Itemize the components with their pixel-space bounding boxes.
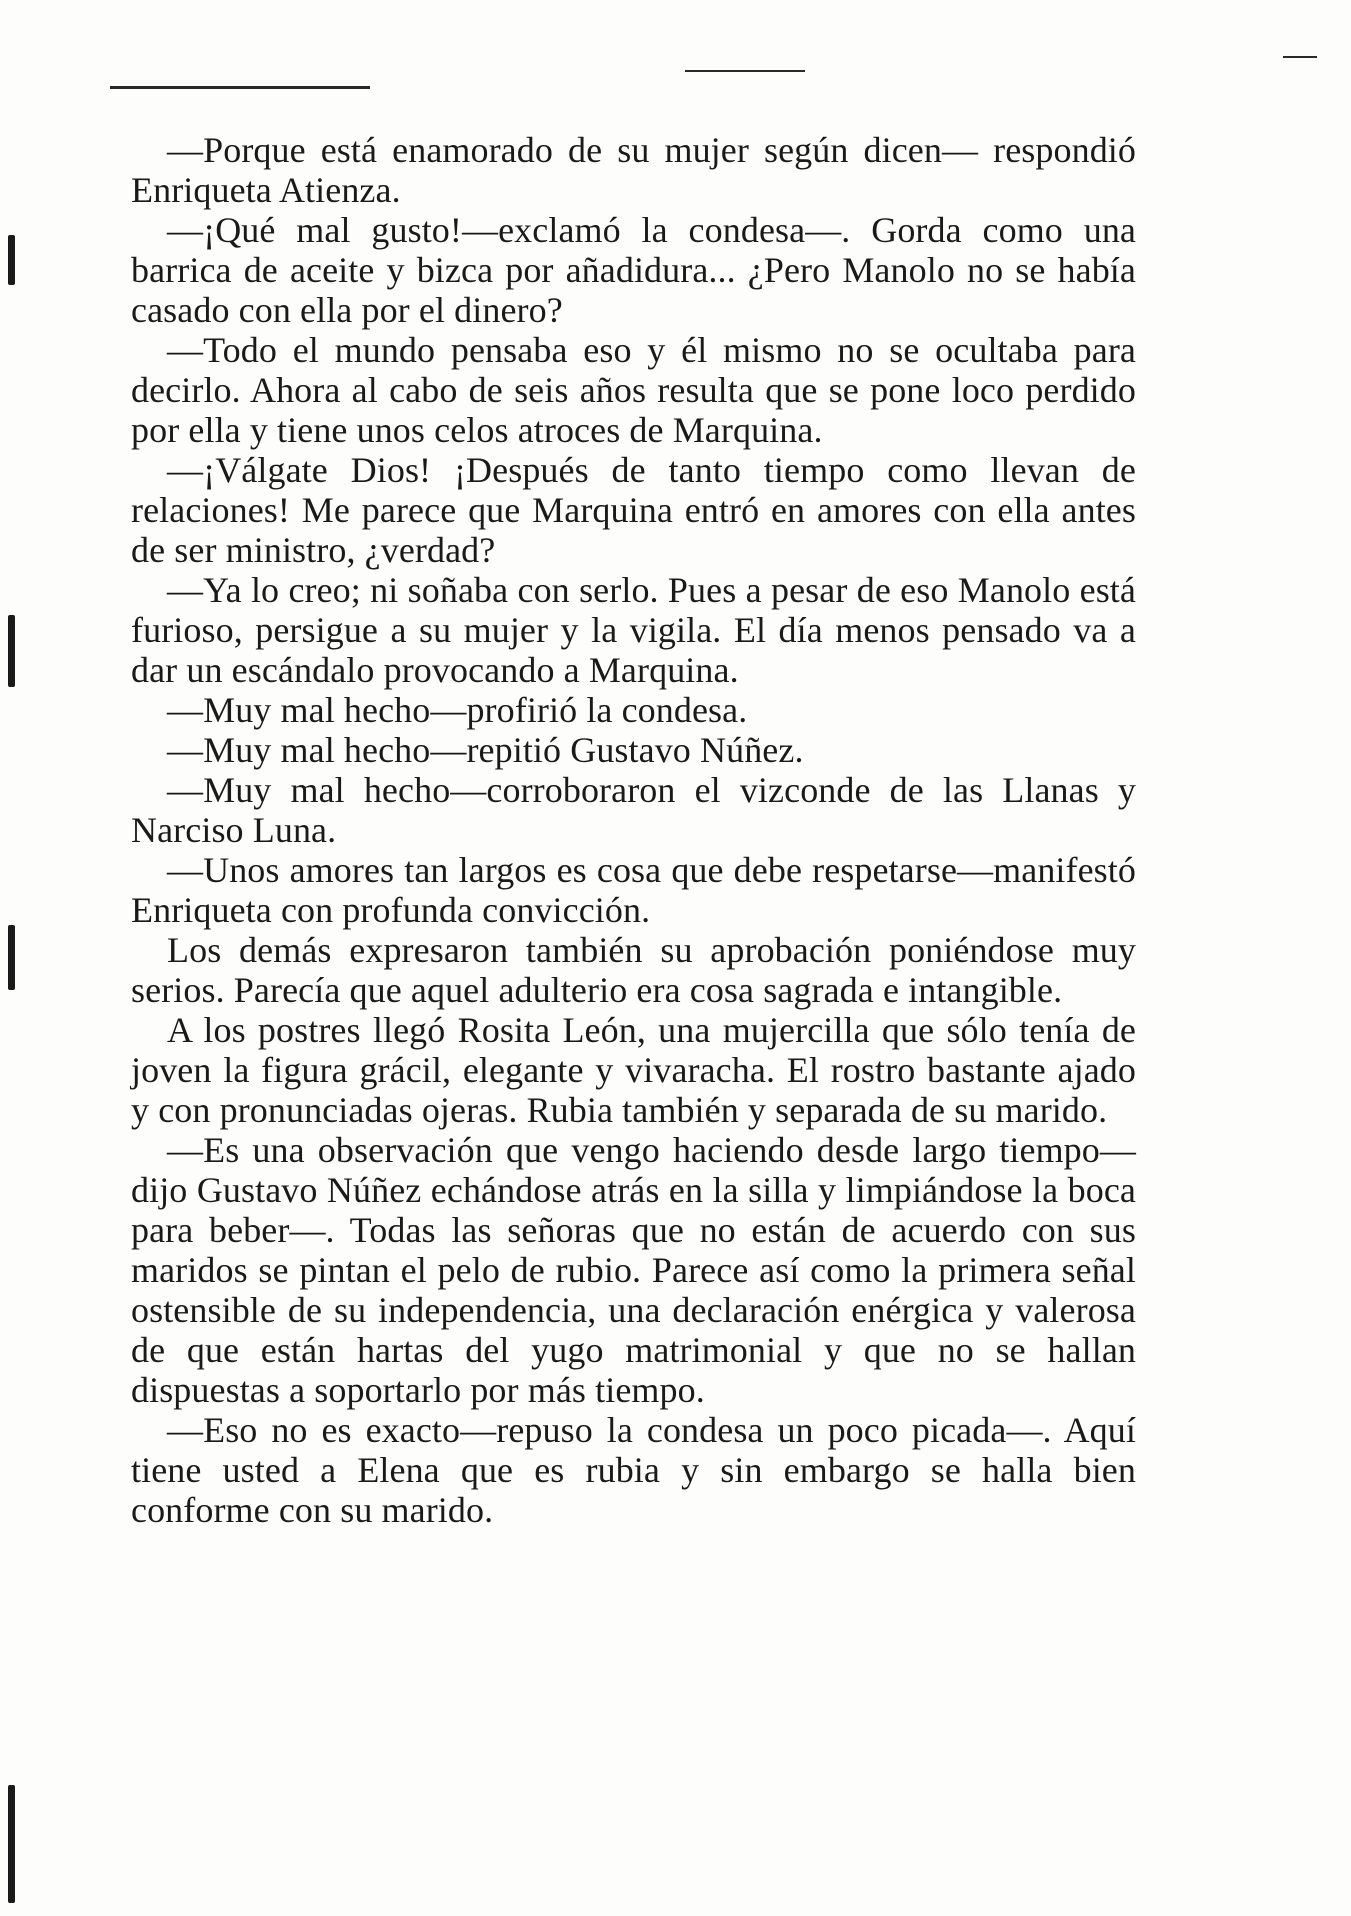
paragraph: —Muy mal hecho—repitió Gustavo Núñez. xyxy=(167,730,804,770)
paragraph: —¡Qué mal gusto!—exclamó la condesa—. Gorda como una barrica de aceite y bizca por añadidura... ¿Pero Manolo no se había casado con ella por el dinero? xyxy=(131,210,1136,330)
paragraph: Los demás expresaron también su aprobación poniéndose muy serios. Parecía que aquel adulterio era cosa sagrada e intangible. xyxy=(131,930,1136,1010)
binding-mark xyxy=(8,615,15,687)
binding-mark xyxy=(8,925,15,990)
paragraph: —Porque está enamorado de su mujer según dicen— respondió Enriqueta Atienza. xyxy=(131,130,1136,210)
paragraph: —Muy mal hecho—corroboraron el vizconde de las Llanas y Narciso Luna. xyxy=(131,770,1136,850)
binding-mark xyxy=(8,1785,15,1903)
paragraph: A los postres llegó Rosita León, una mujercilla que sólo tenía de joven la figura grácil, elegante y vivaracha. El rostro bastante ajado y con pronunciadas ojeras. Rubia también y separada de su marido. xyxy=(131,1010,1136,1130)
top-rule-right xyxy=(1283,56,1317,58)
paragraph: —¡Válgate Dios! ¡Después de tanto tiempo como llevan de relaciones! Me parece que Marquina entró en amores con ella antes de ser ministro, ¿verdad? xyxy=(131,450,1136,570)
top-rule-center xyxy=(685,70,805,72)
paragraph: —Muy mal hecho—profirió la condesa. xyxy=(167,690,748,730)
paragraph: —Eso no es exacto—repuso la condesa un poco picada—. Aquí tiene usted a Elena que es rubia y sin embargo se halla bien conforme con su marido. xyxy=(131,1410,1136,1530)
top-rule-left xyxy=(110,86,370,89)
body-text xyxy=(131,130,1136,1530)
paragraph: —Ya lo creo; ni soñaba con serlo. Pues a pesar de eso Manolo está furioso, persigue a su mujer y la vigila. El día menos pensado va a dar un escándalo provocando a Marquina. xyxy=(131,570,1136,690)
paragraph: —Unos amores tan largos es cosa que debe respetarse—manifestó Enriqueta con profunda convicción. xyxy=(131,850,1136,930)
paragraph: —Todo el mundo pensaba eso y él mismo no se ocultaba para decirlo. Ahora al cabo de seis años resulta que se pone loco perdido por ella y tiene unos celos atroces de Marquina. xyxy=(131,330,1136,450)
binding-mark xyxy=(8,235,15,285)
paragraph: —Es una observación que vengo haciendo desde largo tiempo—dijo Gustavo Núñez echándose atrás en la silla y limpiándose la boca para beber—. Todas las señoras que no están de acuerdo con sus maridos se pintan el pelo de rubio. Parece así como la primera señal ostensible de su independencia, una declaración enérgica y valerosa de que están hartas del yugo matrimonial y que no se hallan dispuestas a soportarlo por más tiempo. xyxy=(131,1130,1136,1410)
